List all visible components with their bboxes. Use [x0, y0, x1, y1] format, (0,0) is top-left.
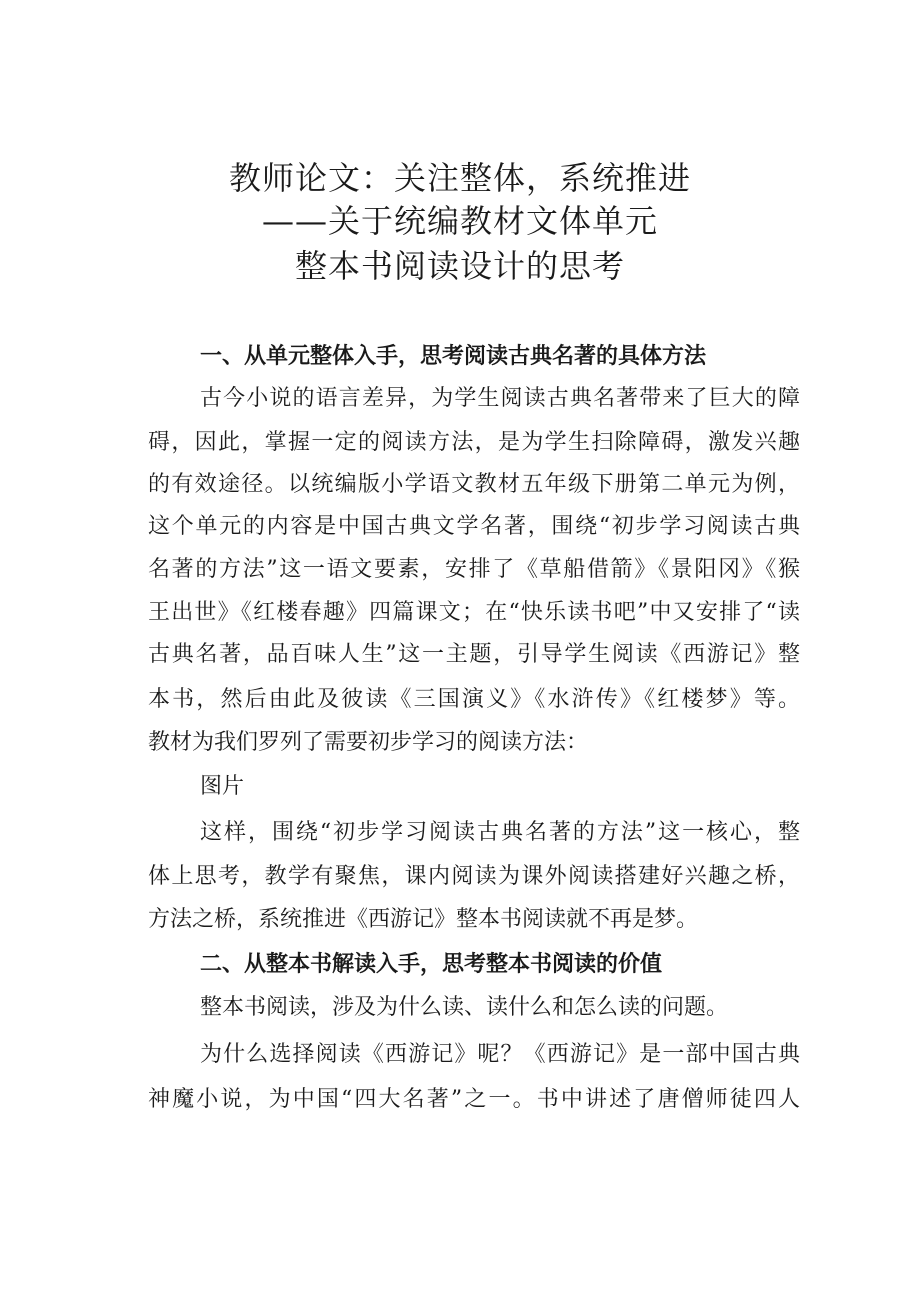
paragraph-line: 教材为我们罗列了需要初步学习的阅读方法：: [148, 730, 589, 755]
image-placeholder-label: 图片: [200, 774, 245, 799]
paragraph-line: 碍，因此，掌握一定的阅读方法，是为学生扫除障碍，激发兴趣: [148, 430, 800, 455]
paragraph-line: 神魔小说，为中国“四大名著”之一。书中讲述了唐僧师徒四人: [148, 1087, 800, 1112]
paragraph-line: 为什么选择阅读《西游记》呢？《西游记》是一部中国古典: [200, 1042, 800, 1067]
paragraph-line: 本书，然后由此及彼读《三国演义》《水浒传》《红楼梦》等。: [148, 687, 800, 712]
section-2-heading: 二、从整本书解读入手，思考整本书阅读的价值: [200, 952, 663, 977]
title-line-2: ——关于统编教材文体单元: [261, 202, 658, 240]
paragraph-line: 古今小说的语言差异，为学生阅读古典名著带来了巨大的障: [200, 386, 800, 411]
title-line-3: 整本书阅读设计的思考: [294, 247, 625, 285]
paragraph-line: 王出世》《红楼春趣》四篇课文；在“快乐读书吧”中又安排了“读: [148, 600, 800, 625]
paragraph-line: 方法之桥，系统推进《西游记》整本书阅读就不再是梦。: [148, 907, 699, 932]
paragraph-line: 这样，围绕“初步学习阅读古典名著的方法”这一核心，整: [200, 820, 800, 845]
paragraph-line: 古典名著，品百味人生”这一主题，引导学生阅读《西游记》整: [148, 642, 800, 667]
paragraph-line: 的有效途径。以统编版小学语文教材五年级下册第二单元为例，: [148, 472, 800, 497]
title-line-1: 教师论文：关注整体，系统推进: [228, 159, 691, 197]
paragraph-line: 整本书阅读，涉及为什么读、读什么和怎么读的问题。: [200, 995, 729, 1020]
paragraph-line: 这个单元的内容是中国古典文学名著，围绕“初步学习阅读古典: [148, 514, 800, 539]
section-1-heading: 一、从单元整体入手，思考阅读古典名著的具体方法: [200, 344, 707, 369]
paragraph-line: 名著的方法”这一语文要素，安排了《草船借箭》《景阳冈》《猴: [148, 557, 800, 582]
paragraph-line: 体上思考，教学有聚焦，课内阅读为课外阅读搭建好兴趣之桥，: [148, 864, 800, 889]
